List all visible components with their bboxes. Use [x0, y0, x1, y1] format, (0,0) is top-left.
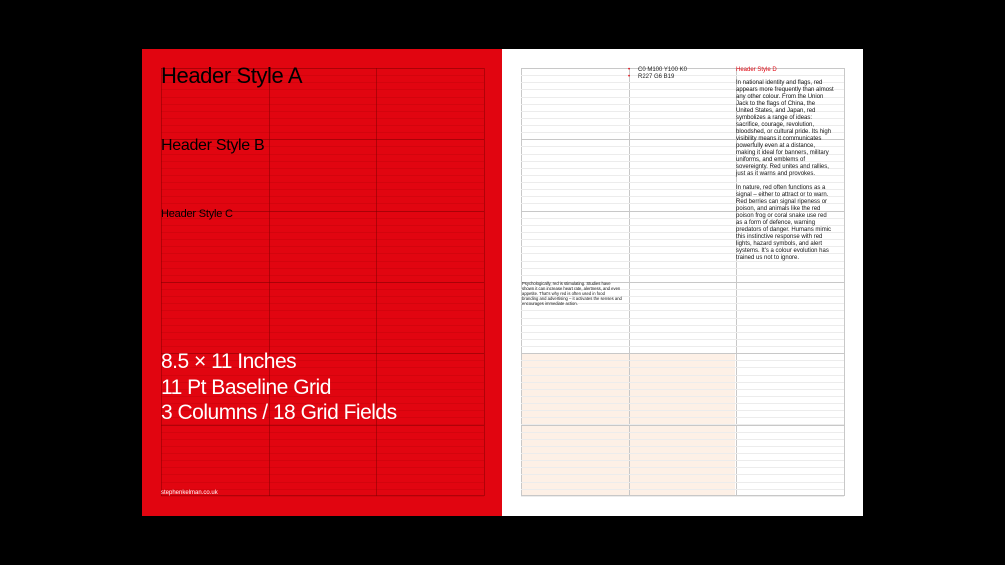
baseline-line [521, 325, 844, 326]
baseline-line [161, 289, 484, 290]
grid-row-line [521, 425, 844, 426]
baseline-line [521, 482, 844, 483]
baseline-line [521, 432, 844, 433]
website-link[interactable]: stephenkelman.co.uk [161, 490, 218, 496]
baseline-line [521, 360, 844, 361]
baseline-line [161, 446, 484, 447]
baseline-line [161, 118, 484, 119]
color-values-list [628, 67, 687, 81]
baseline-line [161, 496, 484, 497]
baseline-line [521, 332, 844, 333]
right-page [502, 49, 863, 516]
baseline-line [161, 125, 484, 126]
baseline-line [161, 104, 484, 105]
spec-page-size: 8.5 × 11 Inches [161, 350, 297, 373]
baseline-line [521, 396, 844, 397]
baseline-line [161, 474, 484, 475]
baseline-line [521, 417, 844, 418]
baseline-line [161, 432, 484, 433]
baseline-line [161, 482, 484, 483]
baseline-line [521, 382, 844, 383]
baseline-line [521, 389, 844, 390]
baseline-line [521, 410, 844, 411]
baseline-line [161, 275, 484, 276]
paragraph-national-identity: In national identity and flags, red appears more frequently than almost any other colour. From the Union Jack to the flags of China, the United States, and Japan, red symbolizes a range of ideas: sacrifice, courage, revolution, bloodshed, or cultural pride. Its high visibility means it communicates powerfully even at a distance, making it ideal for banners, military uniforms, and emblems of sovereignty. Red unites and rallies, just as it warns and provokes. [736, 80, 834, 177]
header-style-d: Header Style D [736, 67, 777, 73]
psychology-note: Psychologically, red is stimulating. Studies have shown it can increase heart rate, alertness, and even appetite. That's why red is often used in food branding and advertising – it activates the senses and encourages immediate action. [522, 281, 622, 306]
baseline-line [161, 453, 484, 454]
color-rgb: R227 G6 B19 [638, 74, 675, 80]
header-style-c: Header Style C [161, 208, 233, 220]
baseline-line [161, 175, 484, 176]
baseline-line [521, 339, 844, 340]
baseline-line [161, 232, 484, 233]
baseline-line [521, 460, 844, 461]
baseline-line [161, 132, 484, 133]
baseline-line [521, 439, 844, 440]
baseline-line [161, 203, 484, 204]
baseline-line [521, 367, 844, 368]
body-text [736, 80, 834, 269]
baseline-line [161, 261, 484, 262]
header-style-b: Header Style B [161, 137, 265, 154]
baseline-line [161, 325, 484, 326]
baseline-line [161, 268, 484, 269]
baseline-line [161, 196, 484, 197]
bullet-icon: • [628, 67, 631, 73]
baseline-line [161, 303, 484, 304]
paragraph-nature: In nature, red often functions as a signal – either to attract or to warn. Red berries can signal ripeness or poison, and animals like the red poison frog or coral snake use red as a form of defence, warning predators of danger. Humans mimic this instinctive response with red lights, hazard symbols, and alert systems. It's a colour evolution has trained us not to ignore. [736, 185, 832, 261]
baseline-line [521, 275, 844, 276]
spec-block [161, 349, 397, 426]
baseline-line [521, 346, 844, 347]
grid-row-line [521, 353, 844, 354]
baseline-line [161, 89, 484, 90]
baseline-line [161, 189, 484, 190]
baseline-line [161, 253, 484, 254]
baseline-line [161, 97, 484, 98]
baseline-line [161, 182, 484, 183]
baseline-line [521, 375, 844, 376]
baseline-line [161, 239, 484, 240]
baseline-line [521, 474, 844, 475]
color-cmyk: C0 M100 Y100 K0 [638, 67, 687, 73]
baseline-line [161, 439, 484, 440]
baseline-line [161, 296, 484, 297]
left-grid-overlay [161, 68, 484, 496]
baseline-line [521, 489, 844, 490]
baseline-line [521, 496, 844, 497]
baseline-line [521, 446, 844, 447]
baseline-line [161, 168, 484, 169]
spec-baseline-grid: 11 Pt Baseline Grid [161, 375, 331, 399]
baseline-line [161, 310, 484, 311]
baseline-line [161, 332, 484, 333]
grid-column-line [844, 68, 845, 496]
baseline-line [521, 310, 844, 311]
baseline-line [521, 467, 844, 468]
baseline-line [161, 467, 484, 468]
baseline-line [161, 111, 484, 112]
list-item [628, 74, 687, 81]
baseline-line [161, 246, 484, 247]
baseline-line [161, 346, 484, 347]
baseline-line [161, 225, 484, 226]
list-item [628, 67, 687, 74]
baseline-line [521, 318, 844, 319]
grid-column-line [484, 68, 485, 496]
baseline-line [161, 318, 484, 319]
baseline-line [161, 460, 484, 461]
baseline-line [521, 403, 844, 404]
grid-row-line [521, 495, 844, 496]
header-style-a: Header Style A [161, 63, 303, 88]
grid-row-line [161, 282, 484, 283]
left-page [142, 49, 502, 516]
baseline-line [161, 339, 484, 340]
baseline-line [161, 161, 484, 162]
baseline-line [521, 453, 844, 454]
spec-columns: 3 Columns / 18 Grid Fields [161, 401, 397, 424]
bullet-icon: • [628, 74, 631, 80]
document-spread [142, 49, 863, 516]
